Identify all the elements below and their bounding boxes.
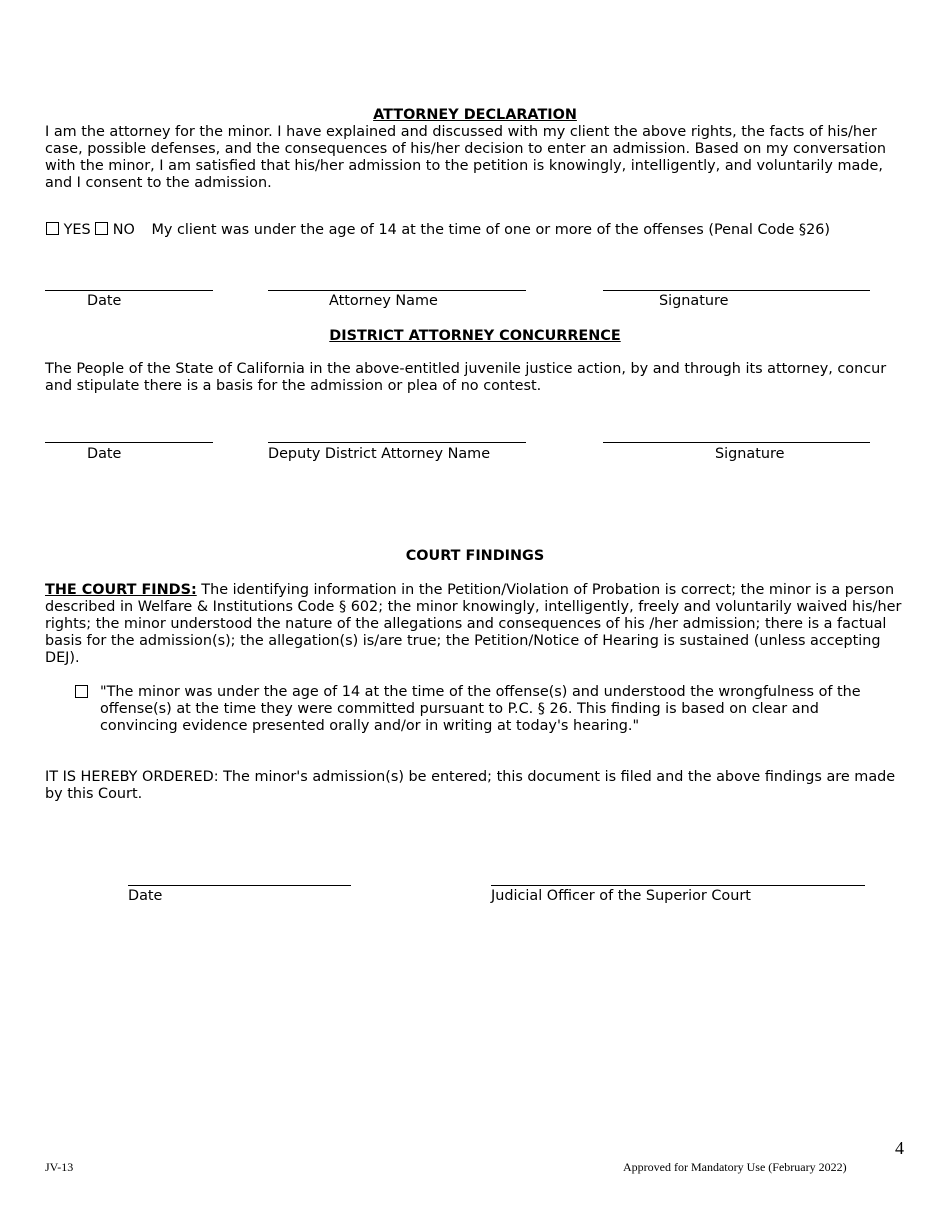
da-concurrence-text: The People of the State of California in the above-entitled juvenile justice action, by and through its attorney, concur and stipulate there is a basis for the admission or plea of no contest. bbox=[45, 361, 887, 394]
form-id: JV-13 bbox=[45, 1160, 74, 1174]
approval-note: Approved for Mandatory Use (February 2022) bbox=[623, 1160, 847, 1174]
court-date-line[interactable] bbox=[128, 885, 351, 886]
age-statement: My client was under the age of 14 at the time of one or more of the offenses (Penal Code §26) bbox=[151, 222, 831, 238]
age-14-question bbox=[46, 222, 830, 238]
da-date-label: Date bbox=[87, 446, 122, 462]
judicial-officer-label: Judicial Officer of the Superior Court bbox=[491, 888, 751, 904]
da-signature-line[interactable] bbox=[603, 442, 870, 443]
court-finds-text: The identifying information in the Petition/Violation of Probation is correct; the minor is a person described in Welfare & Institutions Code § 602; the minor knowingly, intelligently, freely and voluntarily waived his/her rights; the minor understood the nature of the allegations and consequences of his /her admission; there is a factual basis for the admission(s); the allegation(s) is/are true; the Petition/Notice of Hearing is sustained (unless accepting DEJ). bbox=[45, 582, 902, 666]
attorney-name-line[interactable] bbox=[268, 290, 526, 291]
da-name-label: Deputy District Attorney Name bbox=[268, 446, 491, 462]
yes-checkbox[interactable] bbox=[46, 222, 59, 235]
no-checkbox[interactable] bbox=[95, 222, 108, 235]
attorney-signature-label: Signature bbox=[659, 293, 729, 309]
judicial-officer-signature-line[interactable] bbox=[491, 885, 865, 886]
yes-label: YES bbox=[63, 222, 91, 238]
under-14-finding-text: "The minor was under the age of 14 at the time of the offense(s) and understood the wrongfulness of the offense(s) at the time they were committed pursuant to P.C. § 26. This finding is based on clear and convincing evidence presented orally and/or in writing at today's hearing." bbox=[100, 684, 861, 734]
da-signature-label: Signature bbox=[715, 446, 785, 462]
court-finds-lead: THE COURT FINDS: bbox=[45, 582, 197, 598]
court-order-text: IT IS HEREBY ORDERED: The minor's admission(s) be entered; this document is filed and the above findings are made by this Court. bbox=[45, 769, 896, 802]
page-number: 4 bbox=[895, 1138, 904, 1158]
da-date-line[interactable] bbox=[45, 442, 213, 443]
attorney-date-label: Date bbox=[87, 293, 122, 309]
no-label: NO bbox=[112, 222, 135, 238]
attorney-date-line[interactable] bbox=[45, 290, 213, 291]
attorney-declaration-text: I am the attorney for the minor. I have explained and discussed with my client the above rights, the facts of his/her case, possible defenses, and the consequences of his/her decision to enter an admission. Based on my conversation with the minor, I am satisfied that his/her admission to the petition is knowingly, intelligently, and voluntarily made, and I consent to the admission. bbox=[45, 124, 887, 191]
attorney-declaration-heading: ATTORNEY DECLARATION bbox=[373, 107, 577, 123]
court-date-label: Date bbox=[128, 888, 163, 904]
da-concurrence-heading: DISTRICT ATTORNEY CONCURRENCE bbox=[329, 328, 621, 344]
under-14-finding-checkbox[interactable] bbox=[75, 685, 88, 698]
court-finds-paragraph bbox=[45, 582, 913, 667]
attorney-name-label: Attorney Name bbox=[329, 293, 438, 309]
attorney-signature-line[interactable] bbox=[603, 290, 870, 291]
da-name-line[interactable] bbox=[268, 442, 526, 443]
court-findings-heading: COURT FINDINGS bbox=[405, 548, 545, 564]
